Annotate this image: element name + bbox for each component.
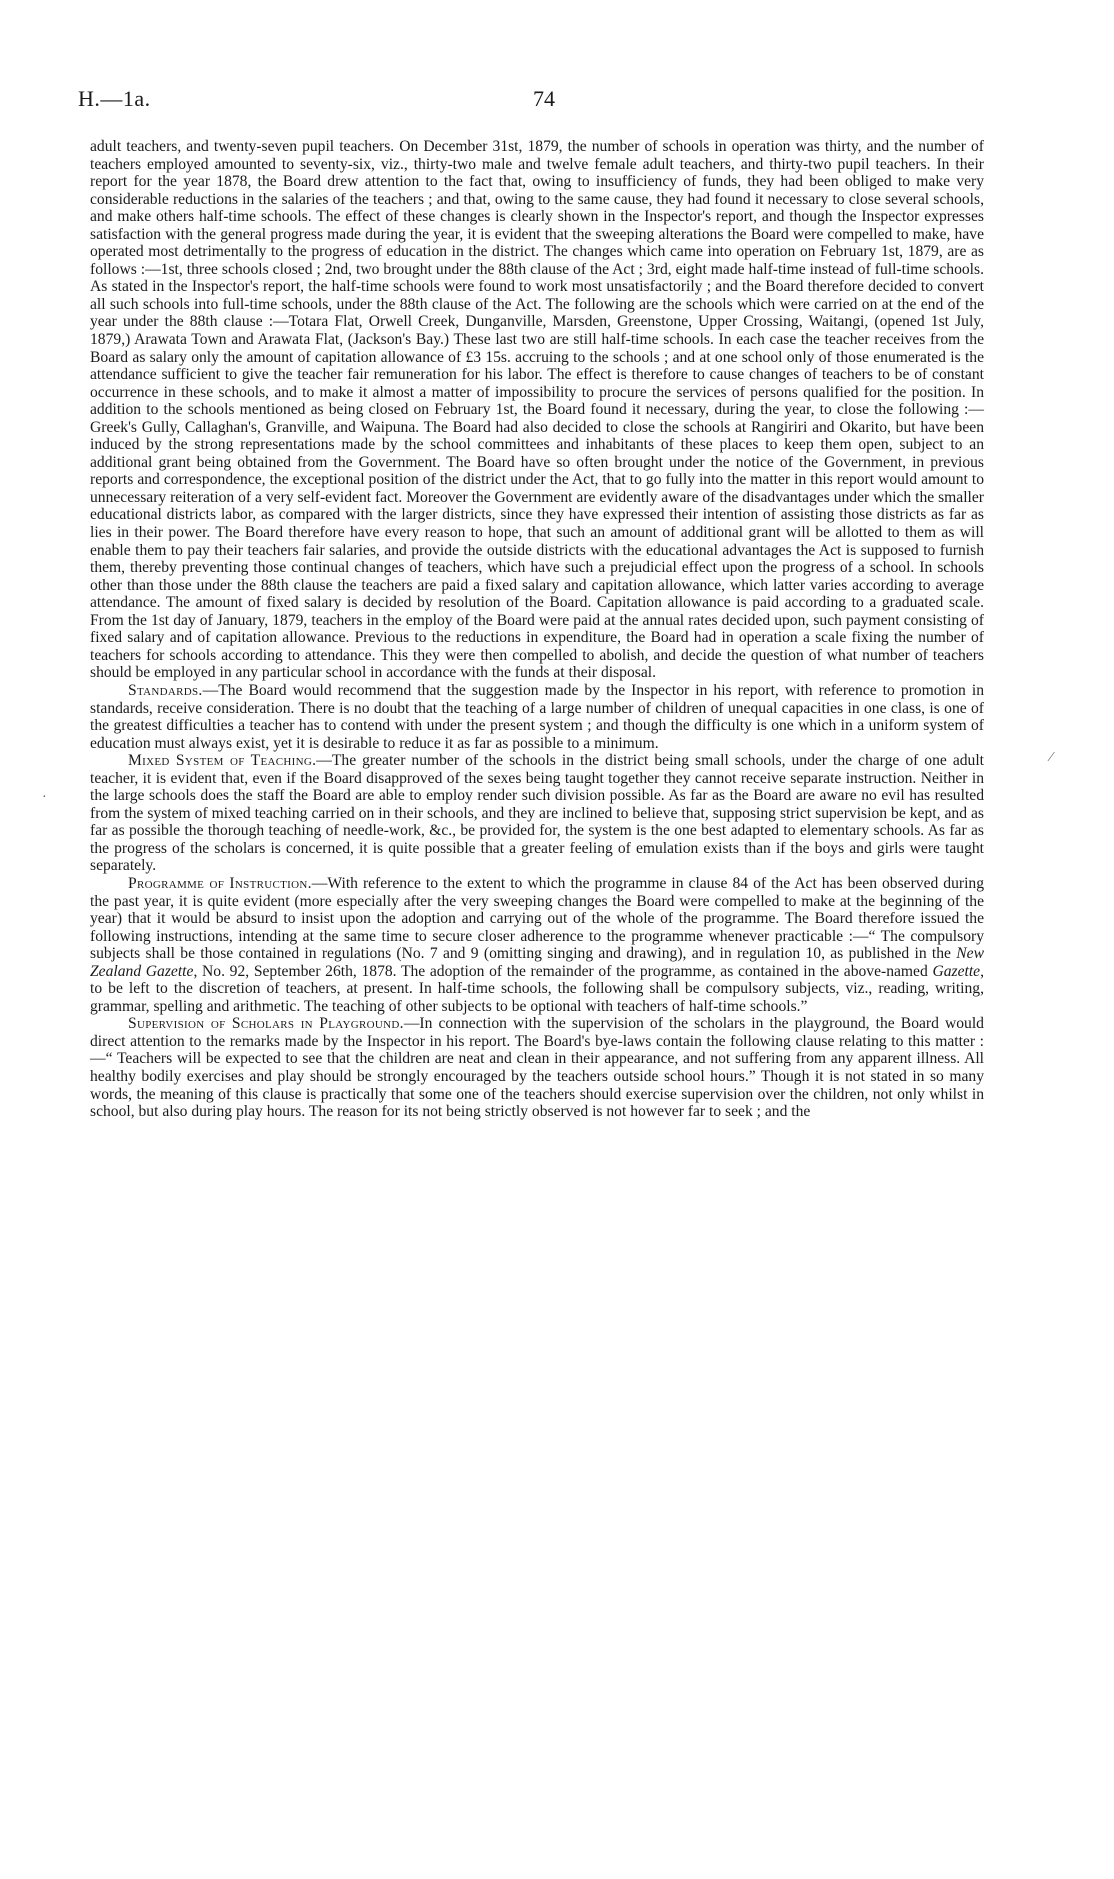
paragraph-mixed-system — [90, 752, 984, 875]
paragraph-text: —With reference to the extent to which the programme in clause 84 of the Act has been observed during the past year, it is quite evident (more especially after the very sweeping changes the Board were compelled to make at the beginning of the year) that it would be absurd to insist upon the adoption and carrying out of the whole of the programme. The Board therefore issued the following instructions, intending at the same time to secure closer adherence to the programme whenever practicable :—“ The compulsory subjects shall be those contained in regulations (No. 7 and 9 (omitting singing and drawing), and in regulation 10, as published in the — [90, 874, 985, 963]
paragraph-text: —The Board would recommend that the suggestion made by the Inspector in his report, with reference to promotion in standards, receive consideration. There is no doubt that the teaching of a large number of children of unequal capacities in one class, is one of the greatest difficulties a teacher has to contend with under the present system ; and though the difficulty is one which in a uniform system of education must always exist, yet it is desirable to reduce it as far as possible to a minimum. — [90, 681, 984, 752]
margin-dot-mark: · — [42, 790, 47, 805]
margin-tick-mark: ⁄ — [1050, 750, 1053, 765]
section-heading-supervision: Supervision of Scholars in Playground. — [128, 1015, 404, 1033]
paragraph-supervision — [90, 1015, 984, 1120]
section-heading-standards: Standards. — [128, 681, 203, 699]
paragraph-standards — [90, 682, 984, 752]
paragraph-text: —In connection with the supervision of the scholars in the playground, the Board would direct attention to the remarks made by the Inspector in his report. The Board's bye-laws contain the following clause relating to this matter :—“ Teachers will be expected to see that the children are neat and clean in their appearance, and not suffering from any apparent illness. All healthy bodily exercises and play should be strongly encouraged by the teachers outside school hours.” Though it is not stated in so many words, the meaning of this clause is practically that some one of the teachers should exercise supervision over the children, not only whilst in school, but also during play hours. The reason for its not being strictly observed is not however far to seek ; and the — [90, 1015, 984, 1121]
document-body — [90, 138, 984, 1121]
paragraph-text: —The greater number of the schools in the district being small schools, under the charge of one adult teacher, it is evident that, even if the Board disapproved of the sexes being taught together they cannot receive separate instruction. Neither in the large schools does the staff the Board are able to employ render such division possible. As far as the Board are aware no evil has resulted from the system of mixed teaching carried on in their schools, and they are inclined to believe that, supposing strict supervision be kept, and as far as possible the thorough teaching of needle-work, &c., be provided for, the system is the one best adapted to elementary schools. As far as the progress of the scholars is concerned, it is quite possible that a greater feeling of emulation exists than if the boys and girls were taught separately. — [90, 752, 985, 875]
paragraph-text: adult teachers, and twenty-seven pupil teachers. On December 31st, 1879, the number of schools in operation was thirty, and the number of teachers employed amounted to seventy-six, viz., thirty-two male and twelve female adult teachers, and thirty-two pupil teachers. In their report for the year 1878, the Board drew attention to the fact that, owing to insufficiency of funds, they had been obliged to make very considerable reductions in the salaries of the teachers ; and that, owing to the same cause, they had found it necessary to close several schools, and make others half-time schools. The effect of these changes is clearly shown in the Inspector's report, and though the Inspector expresses satisfaction with the general progress made during the year, it is evident that the sweeping alterations the Board were compelled to make, have operated most detrimentally to the progress of education in the district. The changes which came into operation on February 1st, 1879, are as follows :—1st, three schools closed ; 2nd, two brought under the 88th clause of the Act ; 3rd, eight made half-time instead of full-time schools. As stated in the Inspector's report, the half-time schools were found to work most unsatisfactorily ; and the Board therefore decided to convert all such schools into full-time schools, under the 88th clause of the Act. The following are the schools which were carried on at the end of the year under the 88th clause :—Totara Flat, Orwell Creek, Dunganville, Marsden, Greenstone, Upper Crossing, Waitangi, (opened 1st July, 1879,) Arawata Town and Arawata Flat, (Jackson's Bay.) These last two are still half-time schools. In each case the teacher receives from the Board as salary only the amount of capitation allowance of £3 15s. accruing to the schools ; and at one school only of those enumerated is the attendance sufficient to give the teacher fair remuneration for his labor. The effect is therefore to cause changes of teachers to be of constant occurrence in these schools, and to make it almost a matter of impossibility to procure the services of persons qualified for the position. In addition to the schools mentioned as being closed on February 1st, the Board found it necessary, during the year, to close the following :—Greek's Gully, Callaghan's, Granville, and Waipuna. The Board had also decided to close the schools at Rangiriri and Okarito, but have been induced by the strong representations made by the school committees and inhabitants of these places to keep them open, subject to an additional grant being obtained from the Government. The Board have so often brought under the notice of the Government, in previous reports and correspondence, the exceptional position of the district under the Act, that to go fully into the matter in this report would amount to unnecessary reiteration of a very self-evident fact. Moreover the Government are evidently aware of the disadvantages under which the smaller educational districts labor, as compared with the larger districts, since they have expressed their intention of assisting those districts as far as lies in their power. The Board therefore have every reason to hope, that such an amount of additional grant will be allotted to them as will enable them to pay their teachers fair salaries, and provide the outside districts with the educational advantages the Act is supposed to furnish them, thereby preventing those continual changes of teachers, which have such a prejudicial effect upon the progress of a school. In schools other than those under the 88th clause the teachers are paid a fixed salary and capitation allowance, which latter varies according to average attendance. The amount of fixed salary is decided by resolution of the Board. Capitation allowance is paid according to a graduated scale. From the 1st day of January, 1879, teachers in the employ of the Board were paid at the annual rates decided upon, such payment consisting of fixed salary and of capitation allowance. Previous to the reductions in expenditure, the Board had in operation a scale fixing the number of teachers for schools according to attendance. This they were then compelled to abolish, and decide the question of what number of teachers should be employed in any particular school in accordance with the funds at their disposal. — [90, 138, 984, 682]
paragraph-text: , to be left to the discretion of teachers, at present. In half-time schools, the following shall be compulsory subjects, viz., reading, writing, grammar, spelling and arithmetic. The teaching of other subjects to be optional with teachers of half-time schools.” — [90, 962, 984, 1015]
gazette-title: New Zealand Gazette — [90, 945, 984, 980]
paragraph-schools-and-teachers — [90, 138, 984, 682]
gazette-title-short: Gazette — [932, 962, 981, 980]
paragraph-programme — [90, 875, 984, 1015]
page-number: 74 — [533, 86, 555, 111]
page-reference: H.—1a. — [78, 86, 151, 111]
page-header — [78, 86, 993, 116]
section-heading-mixed-system: Mixed System of Teaching. — [128, 752, 317, 770]
paragraph-text: , No. 92, September 26th, 1878. The adoption of the remainder of the programme, as contained in the above-named — [193, 962, 933, 980]
section-heading-programme: Programme of Instruction. — [128, 874, 312, 892]
